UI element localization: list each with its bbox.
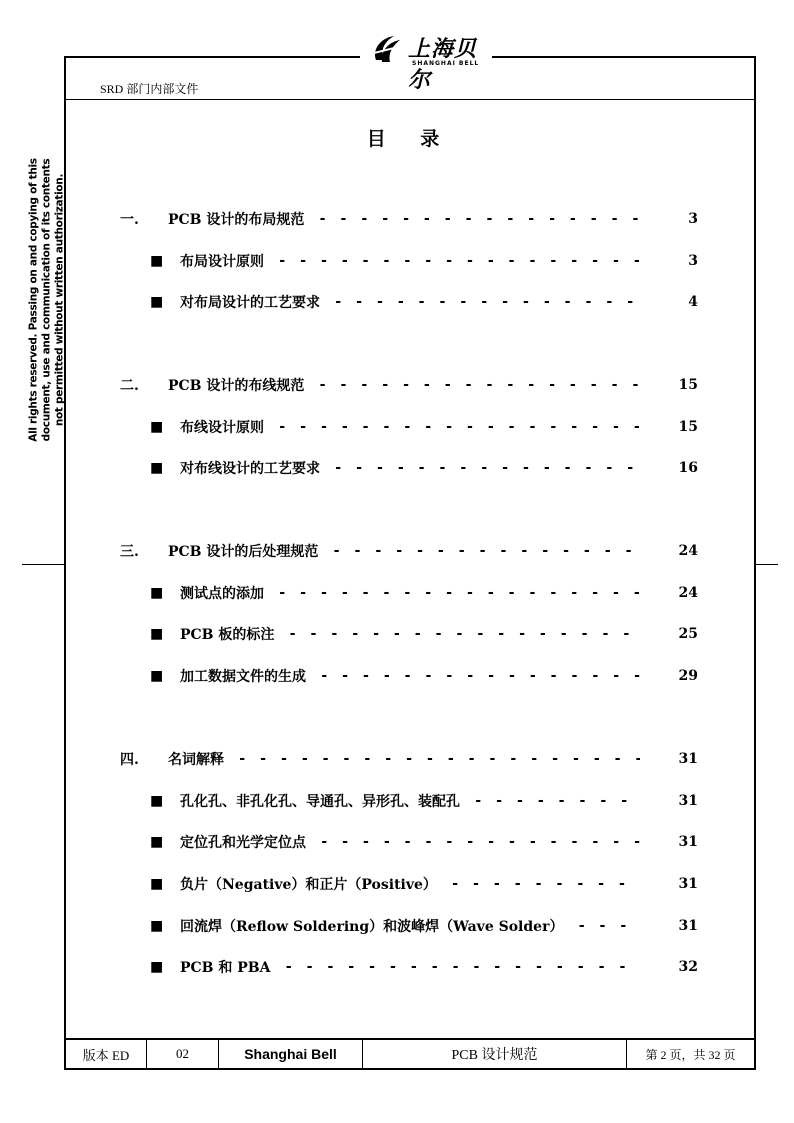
toc-entry-label: 负片（Negative）和正片（Positive）	[180, 877, 437, 893]
toc-entry-label: 名词解释	[168, 752, 224, 768]
footer-page-info: 第 2 页，共 32 页	[645, 1047, 736, 1062]
toc-entry-label: PCB 设计的布线规范	[168, 378, 305, 394]
toc-section-number: 二.	[120, 378, 139, 394]
toc-bullet-icon: ■	[150, 419, 164, 435]
toc-page-number: 31	[678, 751, 698, 767]
toc-leader	[318, 211, 640, 227]
toc-entry[interactable]	[120, 749, 698, 769]
toc-leader	[451, 876, 640, 892]
toc-entry[interactable]	[120, 458, 698, 478]
toc-entry-label: 孔化孔、非孔化孔、导通孔、异形孔、装配孔	[180, 794, 460, 810]
toc-leader	[278, 253, 640, 269]
toc-leader	[577, 918, 640, 934]
toc-bullet-icon: ■	[150, 918, 164, 934]
toc-page-number: 31	[678, 876, 698, 892]
toc-page-number: 25	[678, 626, 698, 642]
toc-page-number: 24	[678, 543, 698, 559]
toc-page-number: 3	[688, 211, 698, 227]
rights-notice	[28, 155, 67, 445]
toc-entry[interactable]	[120, 624, 698, 644]
toc-bullet-icon: ■	[150, 793, 164, 809]
toc-bullet-icon: ■	[150, 585, 164, 601]
toc-leader	[238, 751, 640, 767]
rights-line: document, use and communication of its contents	[40, 158, 53, 442]
toc-bullet-icon: ■	[150, 668, 164, 684]
toc-entry[interactable]	[120, 957, 698, 977]
toc-page-number: 16	[678, 460, 698, 476]
toc-entry-label: 布线设计原则	[180, 420, 264, 436]
toc-page-number: 31	[678, 834, 698, 850]
toc-bullet-icon: ■	[150, 876, 164, 892]
toc-page-number: 24	[678, 585, 698, 601]
toc-page-number: 15	[678, 419, 698, 435]
footer-doc-title: PCB 设计规范	[363, 1040, 627, 1068]
toc-section-number: 一.	[120, 212, 139, 228]
toc-page-number: 3	[688, 253, 698, 269]
toc-bullet-icon: ■	[150, 834, 164, 850]
toc-page-number: 15	[678, 377, 698, 393]
department-label: SRD 部门内部文件	[100, 82, 199, 96]
logo-chinese-text: 上海贝尔	[408, 36, 478, 93]
toc-leader	[284, 959, 640, 975]
toc-bullet-icon: ■	[150, 626, 164, 642]
footer-company: Shanghai Bell	[219, 1040, 363, 1068]
toc-leader	[278, 419, 640, 435]
rights-line: not permitted without written authorization.	[53, 173, 66, 427]
toc-entry-label: 测试点的添加	[180, 586, 264, 602]
toc-leader	[278, 585, 640, 601]
toc-entry-label: 对布线设计的工艺要求	[180, 461, 320, 477]
toc-leader	[288, 626, 640, 642]
toc-page-number: 31	[678, 793, 698, 809]
toc-entry-label: PCB 设计的后处理规范	[168, 544, 319, 560]
toc-page-number: 29	[678, 668, 698, 684]
toc-leader	[334, 460, 640, 476]
toc-entry-label: 布局设计原则	[180, 254, 264, 270]
toc-bullet-icon: ■	[150, 253, 164, 269]
toc-entry-label: 定位孔和光学定位点	[180, 835, 306, 851]
toc-entry-label: PCB 和 PBA	[180, 960, 271, 976]
toc-title: 目 录	[366, 128, 454, 150]
toc-entry[interactable]	[120, 832, 698, 852]
toc-entry[interactable]	[120, 375, 698, 395]
toc-entry-label: 对布局设计的工艺要求	[180, 295, 320, 311]
toc-entry-label: PCB 板的标注	[180, 627, 275, 643]
footer-version: 02	[147, 1040, 219, 1068]
toc-page-number: 32	[678, 959, 698, 975]
toc-page-number: 31	[678, 918, 698, 934]
toc-entry[interactable]	[120, 251, 698, 271]
header-divider	[64, 99, 756, 100]
toc-section-number: 三.	[120, 544, 139, 560]
toc-entry[interactable]	[120, 666, 698, 686]
toc-entry-label: 加工数据文件的生成	[180, 669, 306, 685]
toc-bullet-icon: ■	[150, 294, 164, 310]
fold-mark-right	[756, 564, 778, 565]
toc-entry[interactable]	[120, 916, 698, 936]
logo-english-text: SHANGHAI BELL	[412, 60, 480, 67]
fold-mark-left	[22, 564, 64, 565]
footer-version-label: 版本 ED	[66, 1040, 147, 1068]
toc-entry-label: 回流焊（Reflow Soldering）和波峰焊（Wave Solder）	[180, 919, 564, 935]
toc-entry-label: PCB 设计的布局规范	[168, 212, 305, 228]
toc-entry[interactable]	[120, 791, 698, 811]
toc-page-number: 4	[688, 294, 698, 310]
toc-section-number: 四.	[120, 752, 139, 768]
toc-entry[interactable]	[120, 541, 698, 561]
toc-entry[interactable]	[120, 292, 698, 312]
toc-entry[interactable]	[120, 583, 698, 603]
toc-leader	[474, 793, 640, 809]
toc-leader	[334, 294, 640, 310]
toc-leader	[318, 377, 640, 393]
toc-leader	[320, 834, 640, 850]
rights-line: All rights reserved. Passing on and copying of this	[27, 158, 40, 442]
toc-bullet-icon: ■	[150, 460, 164, 476]
toc-bullet-icon: ■	[150, 959, 164, 975]
toc-leader	[320, 668, 640, 684]
toc-entry[interactable]	[120, 209, 698, 229]
toc-leader	[332, 543, 640, 559]
toc-entry[interactable]	[120, 874, 698, 894]
page-footer	[64, 1038, 756, 1070]
toc-entry[interactable]	[120, 417, 698, 437]
